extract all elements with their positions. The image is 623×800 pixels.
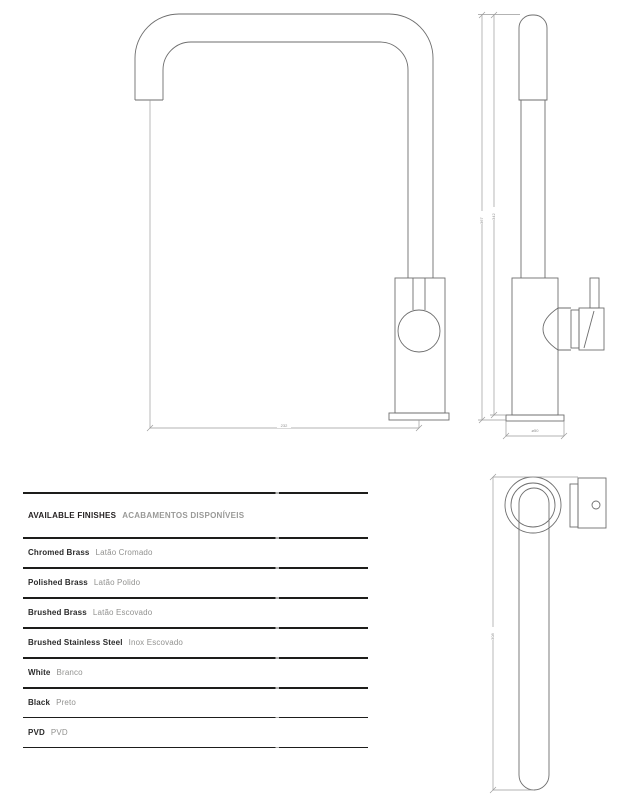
front-view-dimension: [147, 100, 422, 431]
dim-label-inner-height: 342: [491, 213, 496, 220]
handle-knob-front: [398, 310, 440, 352]
finish-name-en: Brushed Brass: [28, 608, 87, 618]
finish-row-white: [23, 659, 368, 687]
finish-row-pvd: [23, 718, 368, 746]
finish-name-en: PVD: [28, 728, 45, 738]
table-rule: [23, 747, 368, 749]
side-view-dimensions: [478, 12, 567, 439]
finish-name-pt: Inox Escovado: [128, 638, 184, 648]
finish-name-pt: Latão Escovado: [92, 608, 153, 618]
faucet-top-outline: [505, 477, 606, 790]
faucet-front-outline: [135, 14, 449, 420]
handle-top: [570, 478, 606, 528]
finish-row-brushed-brass: [23, 599, 368, 627]
finish-name-pt: Latão Cromado: [95, 548, 153, 558]
finish-name-en: Polished Brass: [28, 578, 88, 588]
side-view-drawing: [470, 0, 623, 445]
dim-label-top-length: 308: [490, 633, 495, 640]
finishes-header-pt: ACABAMENTOS DISPONÍVEIS: [122, 510, 245, 520]
finish-row-polished-brass: [23, 569, 368, 597]
finish-name-pt: Latão Polido: [93, 578, 141, 588]
top-view-drawing: [440, 460, 623, 800]
finish-name-en: Black: [28, 698, 51, 708]
finishes-table: [23, 492, 368, 748]
finishes-header-en: AVAILABLE FINISHES: [28, 510, 117, 520]
handle-side: [543, 278, 604, 350]
finish-name-pt: Preto: [56, 698, 76, 708]
front-view-drawing: [0, 0, 470, 440]
finish-name-en: White: [28, 668, 51, 678]
dim-label-spout-reach: 232: [280, 423, 288, 428]
finishes-table-header: [23, 494, 368, 537]
finish-row-black: [23, 689, 368, 717]
dim-label-base-diameter: ø50: [531, 428, 539, 433]
finish-name-en: Brushed Stainless Steel: [28, 638, 123, 648]
finish-row-chromed-brass: [23, 539, 368, 567]
finish-name-pt: Branco: [56, 668, 83, 678]
finish-name-pt: PVD: [50, 728, 68, 738]
finish-row-brushed-stainless-steel: [23, 629, 368, 657]
faucet-side-outline: [506, 15, 604, 421]
top-view-dimension: [490, 474, 578, 793]
finish-name-en: Chromed Brass: [28, 548, 90, 558]
dim-label-overall-height: 367: [479, 217, 484, 224]
